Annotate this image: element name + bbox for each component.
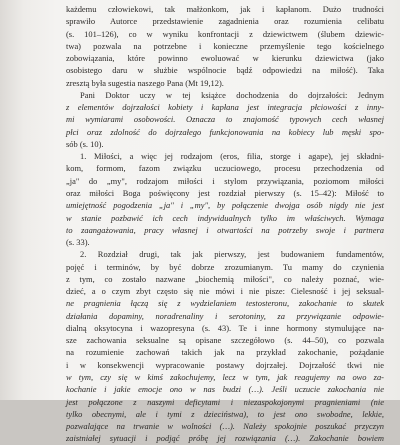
paragraph-2: [66, 89, 384, 150]
text-line: dzieć, a o czym zbyt często się nie mówi i nie pisze: Cielesność i jej seksual-: [66, 286, 384, 297]
text-line-italic: ne pragnienia łączą się z wydzielaniem testosteronu, zakochanie to skutek: [66, 298, 384, 309]
text-line: (s. 101–126), co w wyniku konfrontacji z dziewictwem (ślubem dziewic-: [66, 28, 384, 39]
text-line-italic: płci oraz zdolność do dojrzałego funkcjonowania na kobiecy lub męski spo-: [66, 126, 384, 137]
text-line: każdemu człowiekowi, tak małżonkom, jak i kapłanom. Dużo trudności: [66, 4, 384, 14]
text-line-italic: w tym, czy się w kimś zakochujemy, lecz w tym, jak reagujemy na owo za-: [66, 371, 384, 382]
text-line: na rozumienie zachowań takich jak na przykład zakochanie, pożądanie: [66, 347, 384, 358]
text-line-italic: to zaangażowania, pracy własnej i otwartości na potrzeby swoje i partnera: [66, 224, 384, 235]
text-line-italic: zaistniałej sytuacji i podjąć próbę jej rozwiązania (…). Zakochanie bowiem: [66, 433, 384, 444]
paragraph-1: [66, 3, 384, 89]
text-line: sób (s. 10).: [66, 138, 104, 149]
text-line-italic: z elementów dojrzałości kobiety i kapłana jest integracja płciowości z inny-: [66, 102, 384, 113]
text-line: i w konsekwencji wypracowanie postawy dojrzałej. Dojrzałość tkwi nie: [66, 359, 384, 370]
paragraph-4: [66, 248, 384, 444]
text-line: 2. Rozdział drugi, tak jak pierwszy, jest budowaniem fundamentów,: [80, 249, 384, 260]
text-line: „ja" do „my", rodzajom miłości i stylom przywiązania, poziomom miłości: [66, 175, 384, 186]
text-line-italic: pozwalające na trwanie w wolności (…). Należy spokojnie poszukać przyczyn: [66, 421, 384, 432]
text-line-italic: w stanie pozbawić ich cech indywidualnych tylko im właściwych. Wymaga: [66, 212, 384, 223]
text-line: sze zachowania seksualne są opisane szczegółowo (s. 44–50), co pozwala: [66, 335, 384, 346]
text-line-italic: tylko obecnymi, ale i tymi z dzieciństwa), to jest ono swobodne, lekkie,: [66, 408, 384, 419]
page-text: [66, 3, 384, 445]
text-line: osobistego daru w służbie wspólnocie bądź odpowiedzi na miłość). Taka: [66, 65, 384, 76]
text-line: zobowiązania, które powinno ewoluować w kierunku dziewictwa (jako: [66, 53, 384, 64]
text-line-italic: jest połączone z naszymi deficytami i niezaspokojonymi pragnieniami (nie: [66, 396, 384, 407]
text-line: twa) pozwala na potrzebne i konieczne przemyślenie tego kościelnego: [66, 40, 384, 51]
text-line: kom, formom, fazom związku uczuciowego, procesu przechodzenia od: [66, 163, 384, 174]
text-line: pojęć i terminów, by być dobrze zrozumianym. Tu mamy do czynienia: [66, 261, 384, 272]
text-line: Pani Doktor uczy w tej książce dochodzenia do dojrzałości: Jednym: [80, 89, 384, 100]
text-line: 1. Miłości, a więc jej rodzajom (eros, filia, storge i agape), jej składni-: [80, 151, 384, 162]
text-line: dialną oksytocyna i wazopresyna (s. 43). Te i inne hormony stymulujące na-: [66, 322, 384, 333]
text-line: (s. 33).: [66, 237, 90, 248]
text-line: sprawiło Autorce przedstawienie zagadnienia oraz rozumienia celibatu: [66, 16, 384, 27]
text-line-italic: mi wymiarami osobowości. Oznacza to znajomość typowych cech własnej: [66, 114, 384, 125]
text-line: zresztą była sugestia naszego Pana (Mt 19,12).: [66, 77, 224, 88]
text-line: z tym, co zostało nazwane „biochemią miłości", co należy poznać, wie-: [66, 273, 384, 284]
paragraph-3: [66, 150, 384, 248]
text-line-italic: umiejętność pogodzenia „ja" i „my", by połączenie dwojga osób nigdy nie jest: [66, 200, 384, 211]
text-line-italic: kochanie i jakie emocje ono w nas budzi (…). Jeśli uczucie zakochania nie: [66, 384, 384, 395]
text-line-italic: działania dopaminy, noradrenaliny i serotoniny, za przywiązanie odpowie-: [66, 310, 384, 321]
text-line: oraz miłości Boga poświęcony jest rozdział pierwszy (s. 15–42): Miłość to: [66, 187, 384, 198]
